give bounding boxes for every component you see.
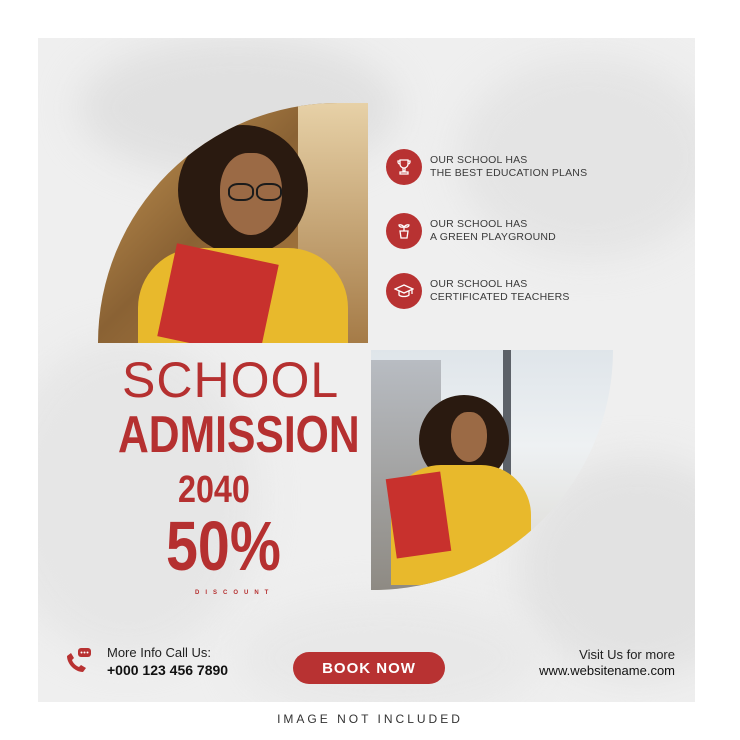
- feature-line: THE BEST EDUCATION PLANS: [430, 167, 588, 179]
- contact-label: More Info Call Us:: [107, 645, 212, 660]
- trophy-icon: [386, 149, 422, 185]
- feature-line: A GREEN PLAYGROUND: [430, 231, 556, 243]
- watercolor-texture: [238, 598, 538, 702]
- feature-item: [386, 273, 570, 309]
- headline-admission: ADMISSION: [118, 406, 360, 464]
- feature-text: [430, 218, 556, 244]
- visit-label: Visit Us for more: [579, 647, 675, 662]
- feature-text: [430, 278, 570, 304]
- phone-chat-icon: [63, 646, 93, 676]
- feature-line: CERTIFICATED TEACHERS: [430, 291, 570, 303]
- image-not-included-note: IMAGE NOT INCLUDED: [277, 712, 463, 726]
- glasses: [256, 183, 282, 201]
- headline-school: SCHOOL: [122, 352, 340, 408]
- contact-phone[interactable]: +000 123 456 7890: [107, 662, 229, 678]
- face: [451, 412, 487, 462]
- plant-icon: [386, 213, 422, 249]
- feature-line: OUR SCHOOL HAS: [430, 278, 528, 290]
- feature-item: [386, 149, 587, 185]
- red-folder: [386, 472, 452, 559]
- discount-percent: 50%: [166, 507, 281, 585]
- graduation-cap-icon: [386, 273, 422, 309]
- website-link[interactable]: www.websitename.com: [539, 663, 675, 678]
- feature-text: [430, 154, 587, 180]
- feature-item: [386, 213, 556, 249]
- feature-line: OUR SCHOOL HAS: [430, 218, 528, 230]
- headline-year: 2040: [178, 469, 250, 511]
- discount-label: DISCOUNT: [195, 590, 275, 596]
- promo-card: [38, 38, 695, 702]
- book-now-button[interactable]: BOOK NOW: [293, 652, 445, 684]
- feature-line: OUR SCHOOL HAS: [430, 154, 528, 166]
- glasses: [228, 183, 254, 201]
